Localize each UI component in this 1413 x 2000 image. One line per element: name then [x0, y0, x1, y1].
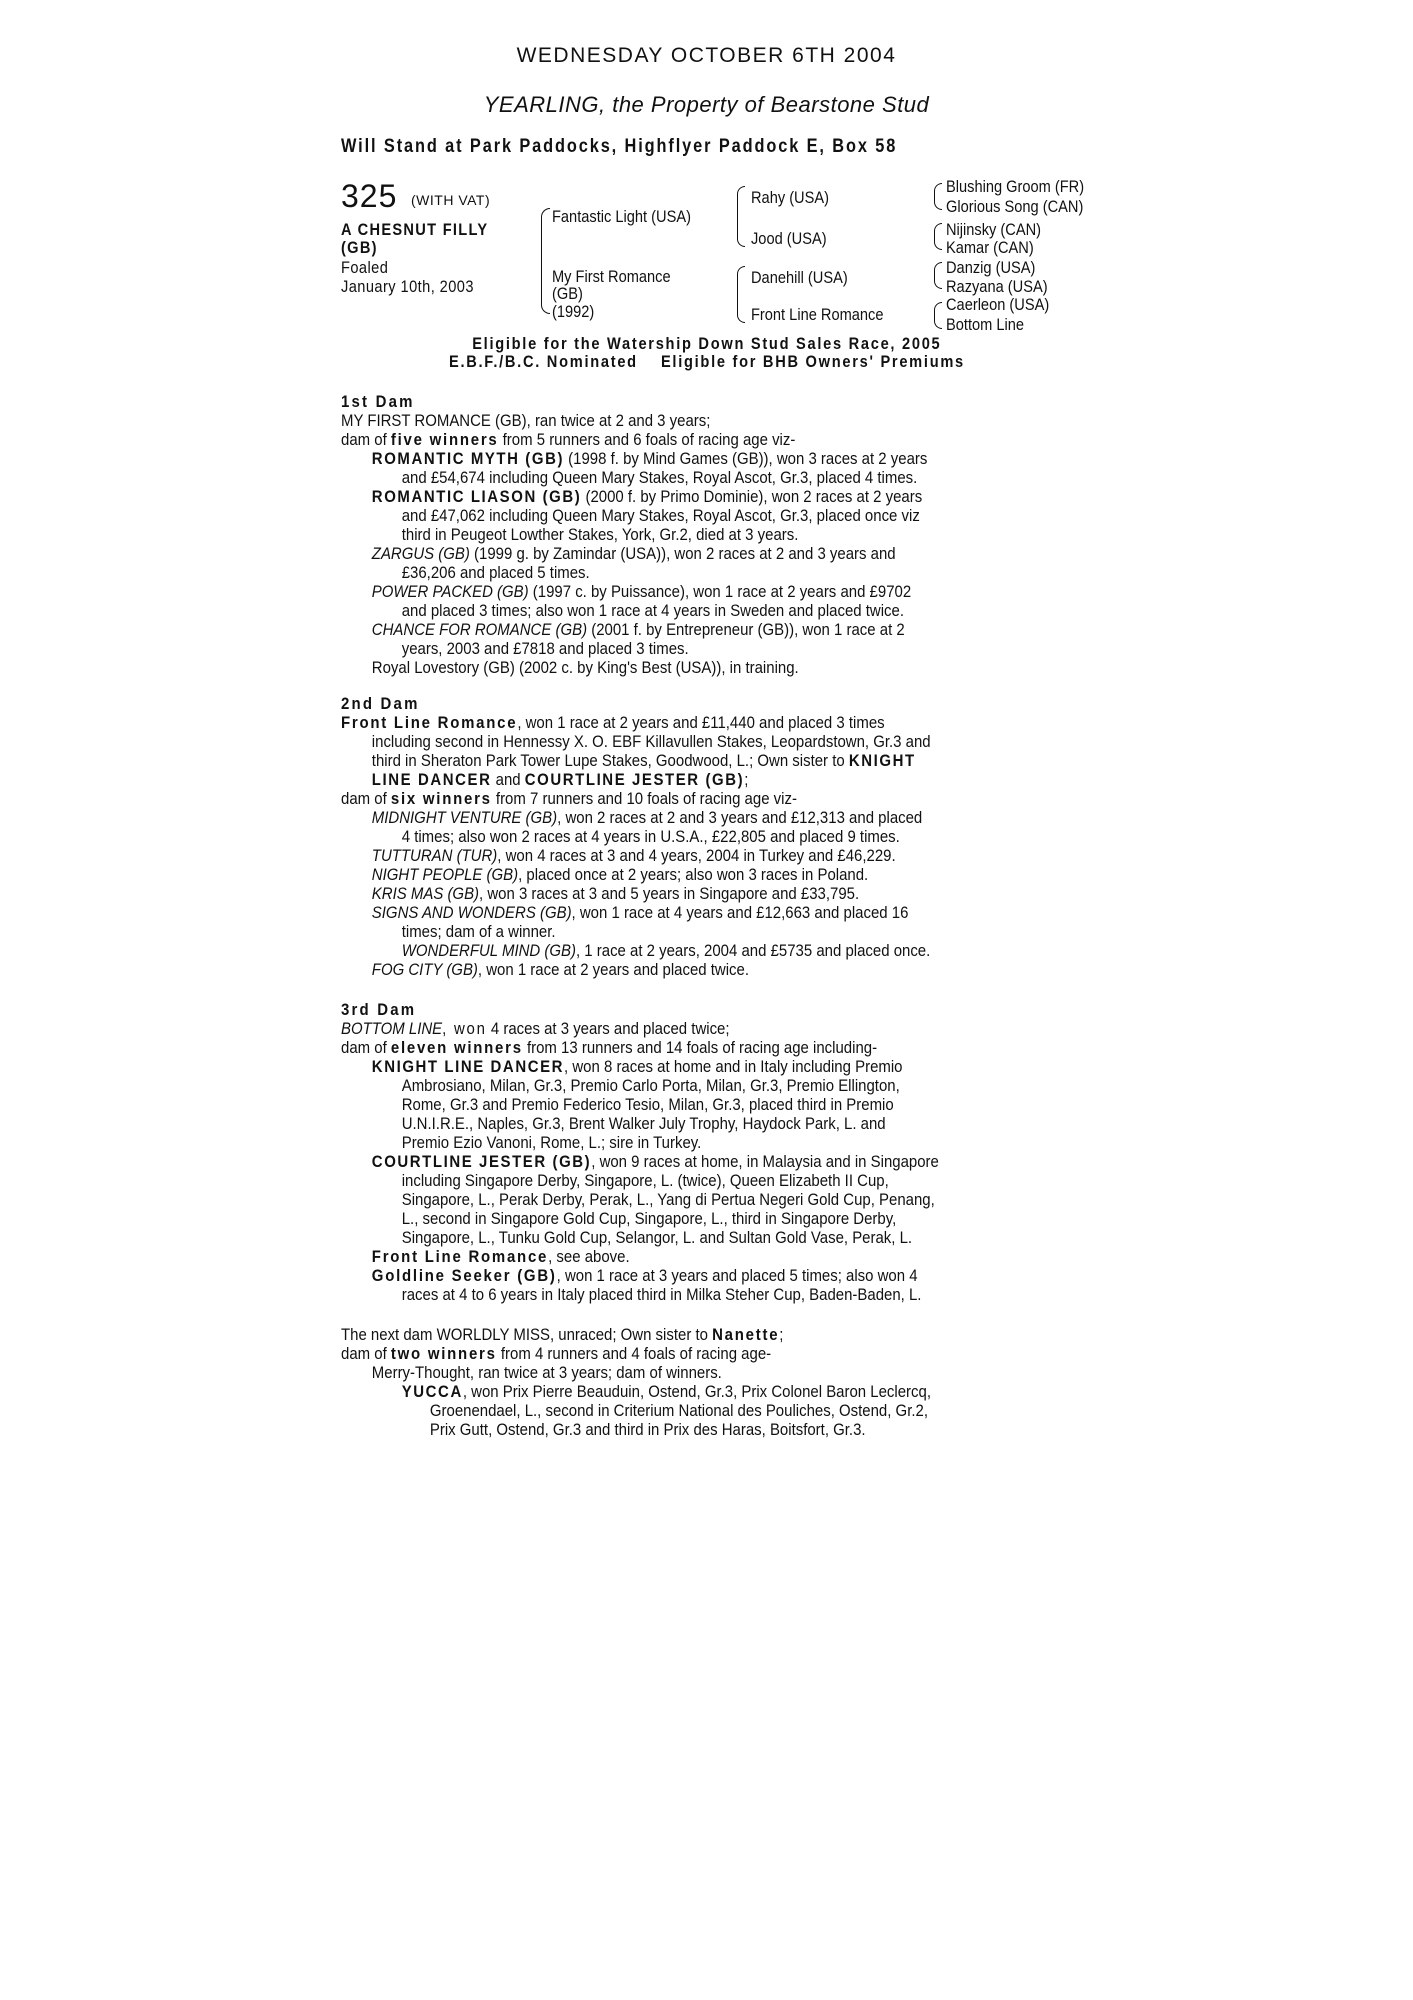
- produce-entry: Goldline Seeker (GB), won 1 race at 3 years and placed 5 times; also won 4: [371, 1266, 918, 1285]
- sale-date: WEDNESDAY OCTOBER 6TH 2004: [516, 44, 897, 67]
- produce-entry: TUTTURAN (TUR), won 4 races at 3 and 4 years, 2004 in Turkey and £46,229.: [371, 846, 896, 865]
- produce-entry-cont: L., second in Singapore Gold Cup, Singapore, L., third in Singapore Derby,: [401, 1209, 897, 1228]
- produce-entry-cont: Singapore, L., Tunku Gold Cup, Selangor, L. and Sultan Gold Vase, Perak, L.: [401, 1228, 913, 1247]
- lot-description: A CHESNUT FILLY: [341, 220, 489, 239]
- dam-produce-summary: dam of six winners from 7 runners and 10 foals of racing age viz-: [341, 789, 797, 808]
- pedigree-brace: [737, 215, 745, 247]
- dam-produce-summary: dam of five winners from 5 runners and 6 foals of racing age viz-: [341, 430, 796, 449]
- lot-description-origin: (GB): [341, 238, 378, 257]
- produce-entry: ZARGUS (GB) (1999 g. by Zamindar (USA)), won 2 races at 2 and 3 years and: [371, 544, 896, 563]
- produce-entry: CHANCE FOR ROMANCE (GB) (2001 f. by Entrepreneur (GB)), won 1 race at 2: [371, 620, 905, 639]
- produce-entry: NIGHT PEOPLE (GB), placed once at 2 years; also won 3 races in Poland.: [371, 865, 869, 884]
- pedigree-ggs-3: Nijinsky (CAN): [946, 220, 1042, 239]
- pedigree-ggs-4: Kamar (CAN): [946, 238, 1034, 257]
- dam-intro: The next dam WORLDLY MISS, unraced; Own sister to Nanette;: [341, 1325, 784, 1344]
- produce-entry: KNIGHT LINE DANCER, won 8 races at home and in Italy including Premio: [371, 1057, 903, 1076]
- pedigree-ggs-6: Razyana (USA): [946, 277, 1048, 296]
- produce-entry-cont: 4 times; also won 2 races at 4 years in U.S.A., £22,805 and placed 9 times.: [401, 827, 900, 846]
- pedigree-brace: [934, 262, 942, 276]
- pedigree-brace: [541, 208, 550, 257]
- produce-entry: YUCCA, won Prix Pierre Beauduin, Ostend, Gr.3, Prix Colonel Baron Leclercq,: [401, 1382, 931, 1401]
- pedigree-sire: Fantastic Light (USA): [552, 207, 691, 226]
- pedigree-brace: [541, 256, 550, 314]
- produce-entry: MIDNIGHT VENTURE (GB), won 2 races at 2 and 3 years and £12,313 and placed: [371, 808, 923, 827]
- produce-entry: ROMANTIC MYTH (GB) (1998 f. by Mind Games (GB)), won 3 races at 2 years: [371, 449, 928, 468]
- produce-entry-cont: U.N.I.R.E., Naples, Gr.3, Brent Walker July Trophy, Haydock Park, L. and: [401, 1114, 886, 1133]
- lot-number: 325: [341, 178, 398, 214]
- produce-entry: Merry-Thought, ran twice at 3 years; dam of winners.: [371, 1363, 722, 1382]
- produce-entry-cont: and £54,674 including Queen Mary Stakes, Royal Ascot, Gr.3, placed 4 times.: [401, 468, 918, 487]
- third-dam-section: [341, 1000, 939, 1304]
- produce-entry-cont: races at 4 to 6 years in Italy placed third in Milka Steher Cup, Baden-Baden, L.: [401, 1285, 922, 1304]
- produce-entry: FOG CITY (GB), won 1 race at 2 years and placed twice.: [371, 960, 750, 979]
- dam-intro-cont: including second in Hennessy X. O. EBF Killavullen Stakes, Leopardstown, Gr.3 and: [371, 732, 931, 751]
- pedigree-brace: [934, 236, 942, 250]
- section-heading: 1st Dam: [341, 392, 415, 411]
- pedigree-sire-dam: Jood (USA): [751, 229, 827, 248]
- pedigree-brace: [934, 223, 942, 237]
- dam-produce-summary: dam of eleven winners from 13 runners and 14 foals of racing age including-: [341, 1038, 878, 1057]
- dam-intro: BOTTOM LINE, won 4 races at 3 years and placed twice;: [341, 1019, 730, 1038]
- produce-entry-cont: years, 2003 and £7818 and placed 3 times.: [401, 639, 689, 658]
- pedigree-dam: My First Romance: [552, 267, 671, 286]
- produce-entry: SIGNS AND WONDERS (GB), won 1 race at 4 years and £12,663 and placed 16: [371, 903, 909, 922]
- property-line: YEARLING, the Property of Bearstone Stud: [483, 92, 930, 117]
- produce-entry-cont: including Singapore Derby, Singapore, L. (twice), Queen Elizabeth II Cup,: [401, 1171, 889, 1190]
- produce-entry-cont: Ambrosiano, Milan, Gr.3, Premio Carlo Porta, Milan, Gr.3, Premio Ellington,: [401, 1076, 900, 1095]
- eligibility-sales-race: Eligible for the Watership Down Stud Sales Race, 2005: [471, 334, 942, 353]
- produce-entry: KRIS MAS (GB), won 3 races at 3 and 5 years in Singapore and £33,795.: [371, 884, 860, 903]
- dam-intro-cont: LINE DANCER and COURTLINE JESTER (GB);: [371, 770, 749, 789]
- foaled-date: January 10th, 2003: [341, 277, 474, 296]
- produce-entry: COURTLINE JESTER (GB), won 9 races at home, in Malaysia and in Singapore: [371, 1152, 939, 1171]
- produce-entry: POWER PACKED (GB) (1997 c. by Puissance), won 1 race at 2 years and £9702: [371, 582, 912, 601]
- stand-location: Will Stand at Park Paddocks, Highflyer Paddock E, Box 58: [341, 136, 898, 157]
- first-dam-section: [341, 392, 927, 677]
- pedigree-dam-origin: (GB): [552, 284, 583, 303]
- pedigree-brace: [737, 292, 745, 323]
- pedigree-ggs-5: Danzig (USA): [946, 258, 1036, 277]
- pedigree-dam-year: (1992): [552, 302, 595, 321]
- pedigree-ggs-7: Caerleon (USA): [946, 295, 1050, 314]
- vat-note: (WITH VAT): [411, 192, 491, 208]
- dam-intro-cont: third in Sheraton Park Tower Lupe Stakes, Goodwood, L.; Own sister to KNIGHT: [371, 751, 916, 770]
- produce-entry-cont: Singapore, L., Perak Derby, Perak, L., Yang di Pertua Negeri Gold Cup, Penang,: [401, 1190, 935, 1209]
- pedigree-dam-sire: Danehill (USA): [751, 268, 848, 287]
- section-heading: 3rd Dam: [341, 1000, 417, 1019]
- produce-entry-cont: and £47,062 including Queen Mary Stakes, Royal Ascot, Gr.3, placed once viz: [401, 506, 920, 525]
- produce-entry-cont: times; dam of a winner.: [401, 922, 556, 941]
- pedigree-brace: [934, 183, 942, 197]
- produce-entry-cont: Rome, Gr.3 and Premio Federico Tesio, Milan, Gr.3, placed third in Premio: [401, 1095, 894, 1114]
- eligibility-nominations: E.B.F./B.C. Nominated Eligible for BHB Owners' Premiums: [448, 352, 965, 371]
- pedigree-ggs-8: Bottom Line: [946, 315, 1025, 334]
- pedigree-brace: [934, 196, 942, 210]
- pedigree-brace: [737, 186, 745, 216]
- produce-entry-cont: Premio Ezio Vanoni, Rome, L.; sire in Turkey.: [401, 1133, 702, 1152]
- produce-entry: WONDERFUL MIND (GB), 1 race at 2 years, 2004 and £5735 and placed once.: [401, 941, 931, 960]
- produce-entry-cont: Prix Gutt, Ostend, Gr.3 and third in Prix des Haras, Boitsfort, Gr.3.: [429, 1420, 866, 1439]
- dam-intro: Front Line Romance, won 1 race at 2 years and £11,440 and placed 3 times: [341, 713, 885, 732]
- fourth-dam-section: [341, 1325, 931, 1439]
- pedigree-brace: [934, 315, 942, 329]
- produce-entry: Front Line Romance, see above.: [371, 1247, 630, 1266]
- produce-entry-cont: and placed 3 times; also won 1 race at 4 years in Sweden and placed twice.: [401, 601, 905, 620]
- produce-entry: ROMANTIC LIASON (GB) (2000 f. by Primo Dominie), won 2 races at 2 years: [371, 487, 923, 506]
- dam-intro: MY FIRST ROMANCE (GB), ran twice at 2 and 3 years;: [341, 411, 711, 430]
- second-dam-section: [341, 694, 931, 979]
- produce-entry-cont: third in Peugeot Lowther Stakes, York, Gr.2, died at 3 years.: [401, 525, 799, 544]
- pedigree-brace: [934, 275, 942, 289]
- foaled-label: Foaled: [341, 258, 389, 277]
- produce-entry-cont: £36,206 and placed 5 times.: [401, 563, 590, 582]
- section-heading: 2nd Dam: [341, 694, 420, 713]
- pedigree-brace: [934, 302, 942, 316]
- produce-entry: Royal Lovestory (GB) (2002 c. by King's Best (USA)), in training.: [371, 658, 799, 677]
- pedigree-sire-sire: Rahy (USA): [751, 188, 829, 207]
- pedigree-dam-dam: Front Line Romance: [751, 305, 884, 324]
- dam-produce-summary: dam of two winners from 4 runners and 4 foals of racing age-: [341, 1344, 772, 1363]
- pedigree-ggs-2: Glorious Song (CAN): [946, 197, 1084, 216]
- produce-entry-cont: Groenendael, L., second in Criterium National des Pouliches, Ostend, Gr.2,: [429, 1401, 928, 1420]
- pedigree-ggs-1: Blushing Groom (FR): [946, 177, 1085, 196]
- pedigree-brace: [737, 266, 745, 293]
